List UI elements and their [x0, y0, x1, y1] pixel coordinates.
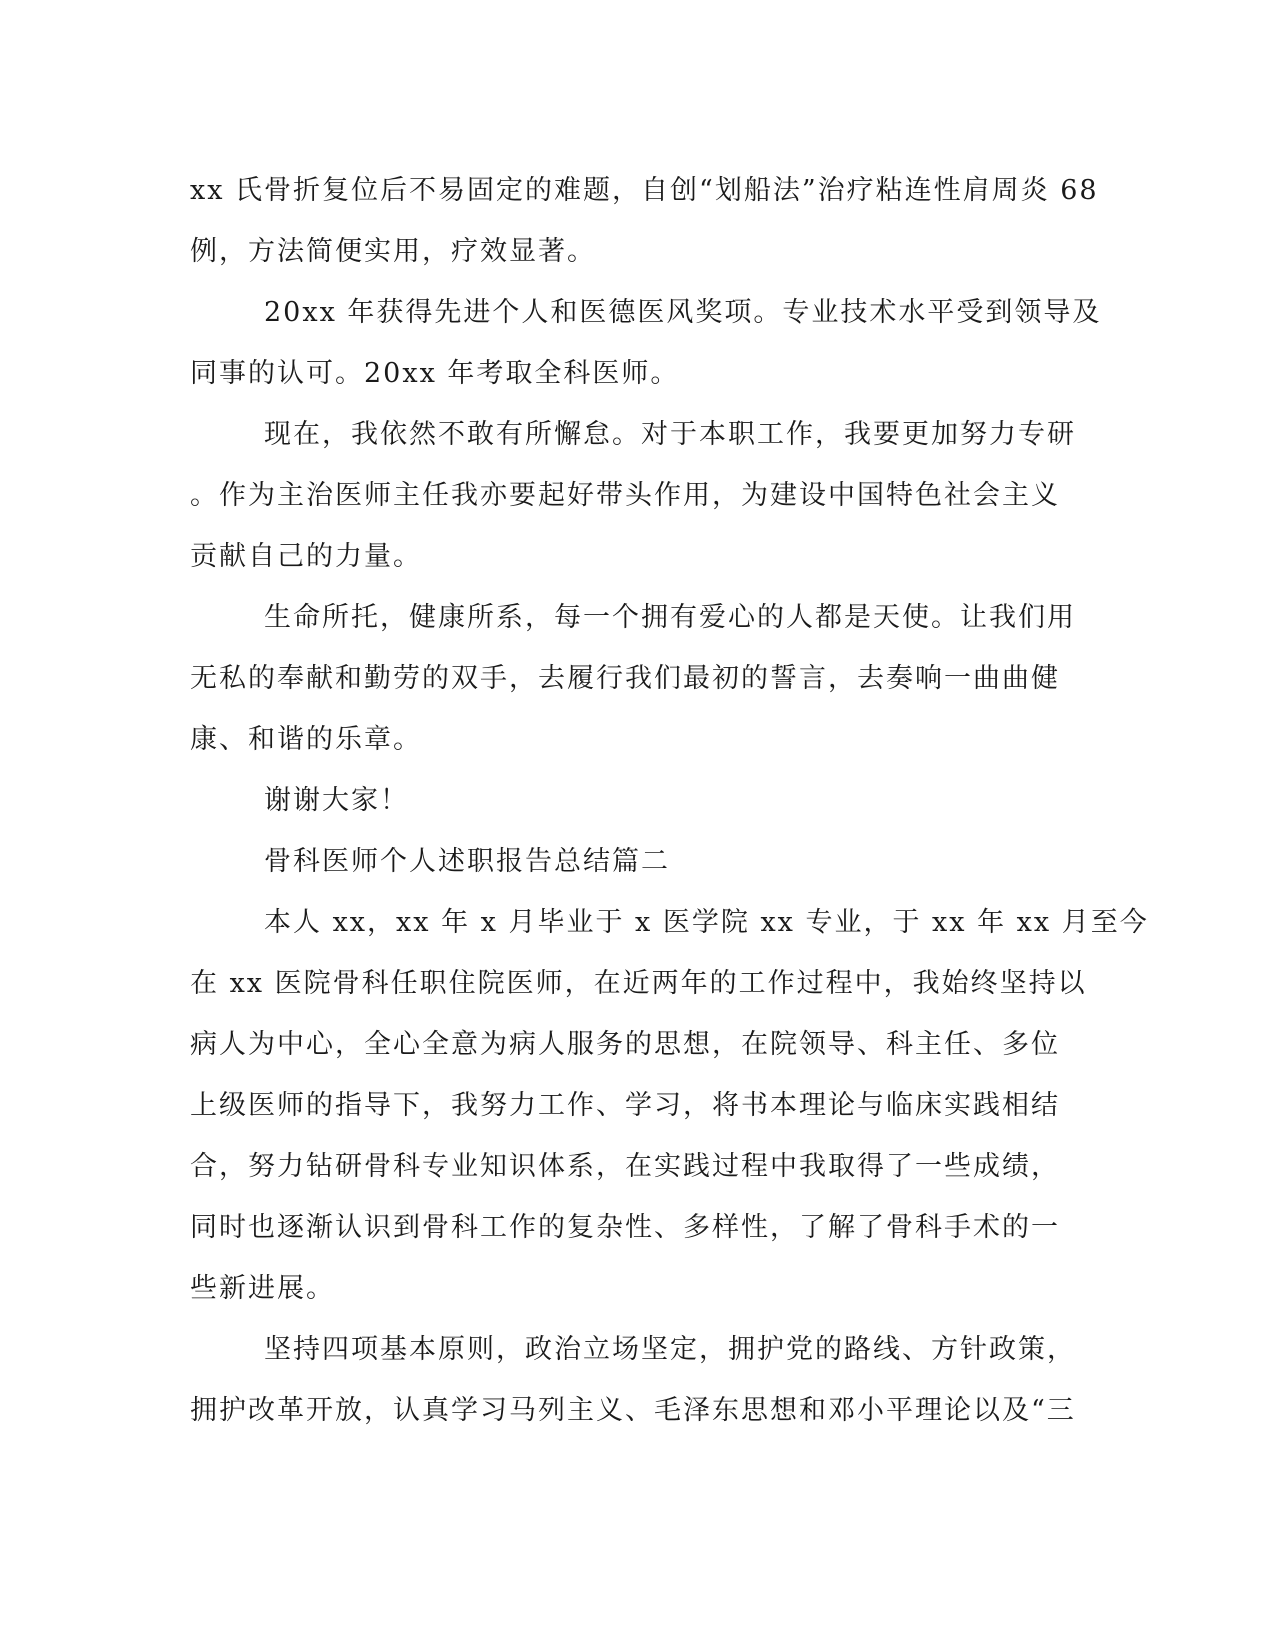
text-line: 些新进展。: [190, 1273, 335, 1304]
text-line: 在 xx 医院骨科任职住院医师，在近两年的工作过程中，我始终坚持以: [190, 968, 1087, 999]
paragraph-first-line: 本人 xx，xx 年 x 月毕业于 x 医学院 xx 专业，于 xx 年 xx 月至今: [264, 907, 1149, 938]
text-line: xx 氏骨折复位后不易固定的难题，自创“划船法”治疗粘连性肩周炎 68: [190, 175, 1099, 206]
text-line: 贡献自己的力量。: [190, 541, 422, 572]
text-line: 上级医师的指导下，我努力工作、学习，将书本理论与临床实践相结: [190, 1090, 1060, 1121]
text-line: 同时也逐渐认识到骨科工作的复杂性、多样性，了解了骨科手术的一: [190, 1212, 1060, 1243]
document-body: [190, 160, 1149, 1441]
text-line: 拥护改革开放，认真学习马列主义、毛泽东思想和邓小平理论以及“三: [190, 1395, 1076, 1426]
section-heading: 骨科医师个人述职报告总结篇二: [264, 846, 670, 877]
text-line: 同事的认可。20xx 年考取全科医师。: [190, 358, 680, 389]
paragraph-first-line: 现在，我依然不敢有所懈怠。对于本职工作，我要更加努力专研: [264, 419, 1076, 450]
paragraph-first-line: 20xx 年获得先进个人和医德医风奖项。专业技术水平受到领导及: [264, 297, 1102, 328]
text-line: 无私的奉献和勤劳的双手，去履行我们最初的誓言，去奏响一曲曲健: [190, 663, 1060, 694]
paragraph-first-line: 坚持四项基本原则，政治立场坚定，拥护党的路线、方针政策，: [264, 1334, 1076, 1365]
text-line: 。作为主治医师主任我亦要起好带头作用，为建设中国特色社会主义: [190, 480, 1060, 511]
text-line: 合，努力钻研骨科专业知识体系，在实践过程中我取得了一些成绩，: [190, 1151, 1060, 1182]
thanks-line: 谢谢大家！: [264, 785, 409, 816]
paragraph-first-line: 生命所托，健康所系，每一个拥有爱心的人都是天使。让我们用: [264, 602, 1076, 633]
text-line: 例，方法简便实用，疗效显著。: [190, 236, 596, 267]
text-line: 病人为中心，全心全意为病人服务的思想，在院领导、科主任、多位: [190, 1029, 1060, 1060]
text-line: 康、和谐的乐章。: [190, 724, 422, 755]
